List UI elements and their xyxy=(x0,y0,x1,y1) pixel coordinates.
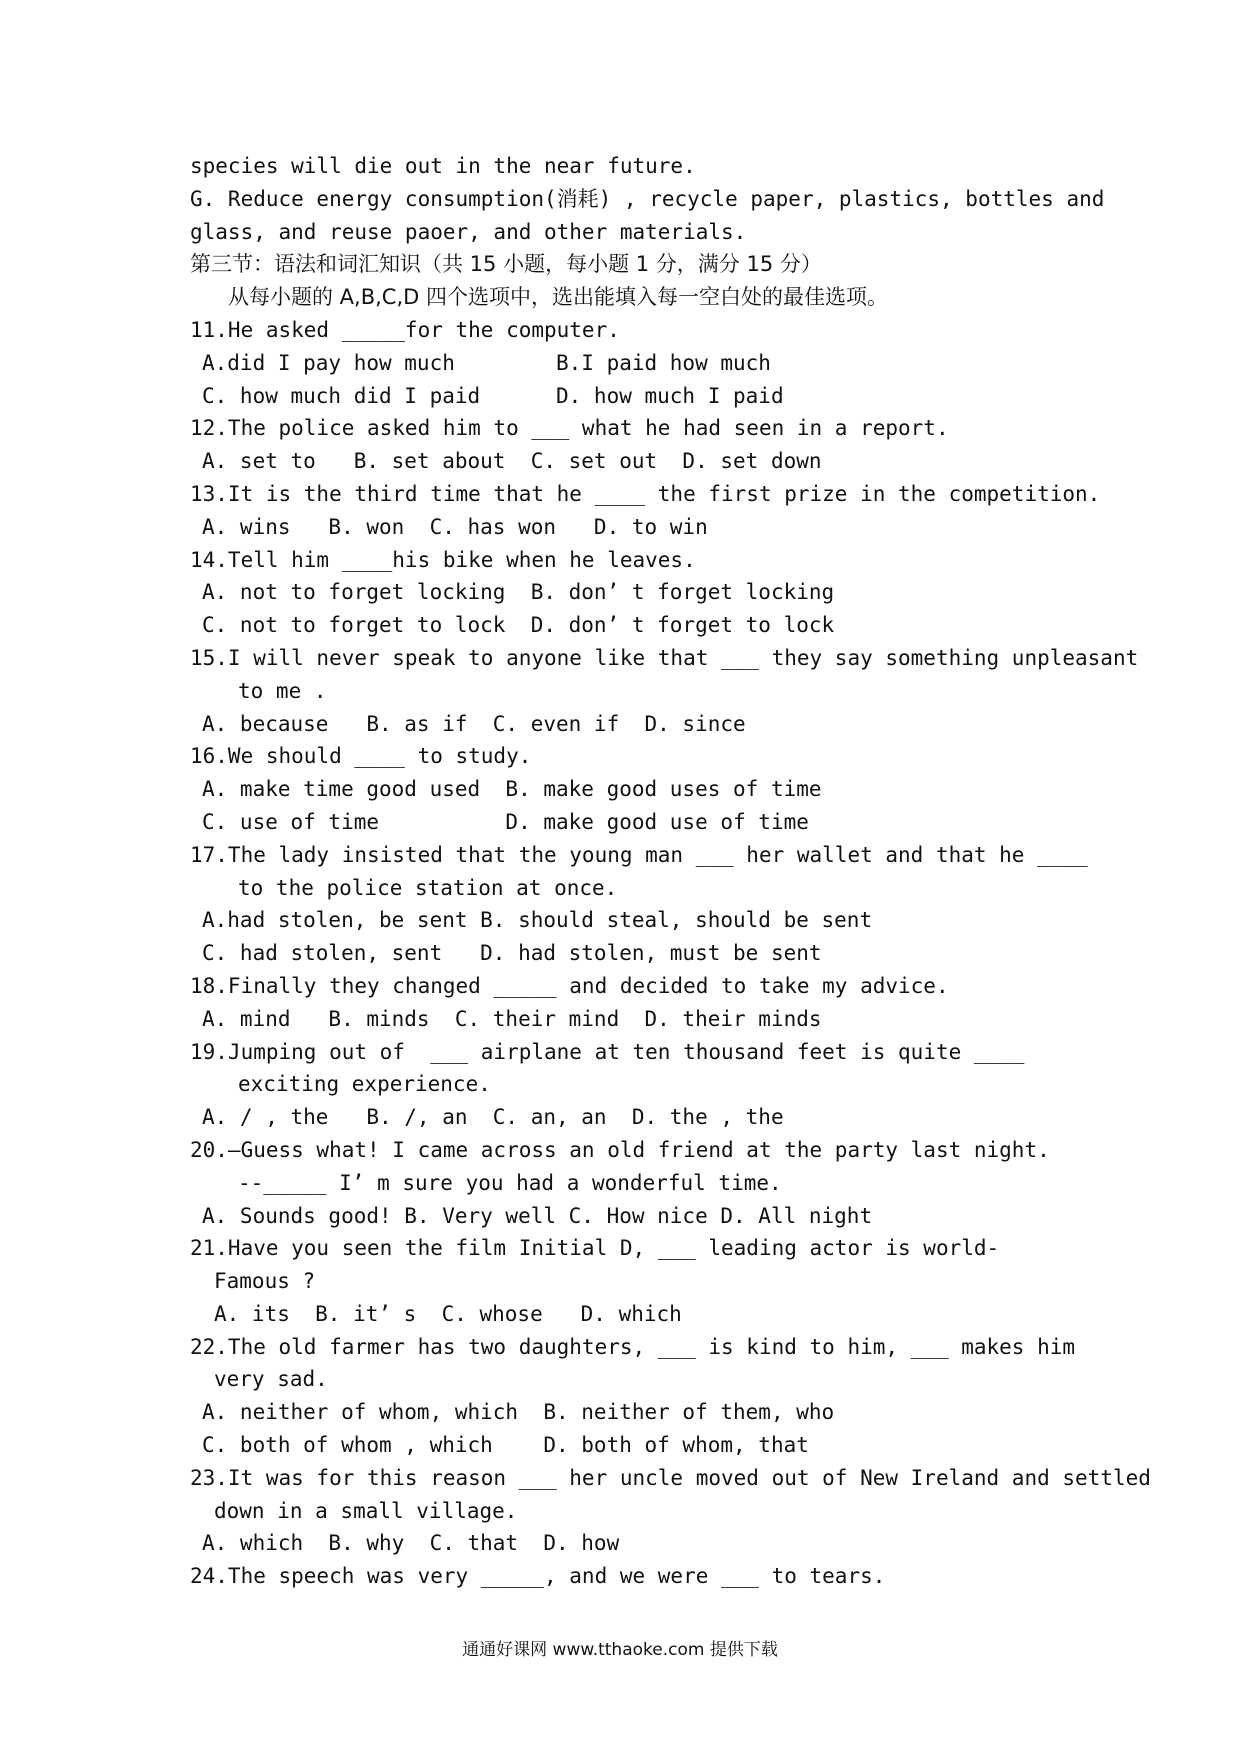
question-continuation: to the police station at once. xyxy=(238,875,618,900)
options-line: A.had stolen, be sent B. should steal, should be sent xyxy=(202,908,873,933)
question-continuation: Famous ? xyxy=(214,1269,316,1294)
question-continuation: down in a small village. xyxy=(214,1498,518,1523)
question-21: 21.Have you seen the film Initial D, ___ leading actor is world- xyxy=(190,1236,1000,1261)
section-heading: 第三节：语法和词汇知识（共 15 小题，每小题 1 分，满分 15 分） xyxy=(190,252,822,277)
options-line: A. its B. it’ s C. whose D. which xyxy=(214,1301,682,1326)
text-line: G. Reduce energy consumption(消耗) , recycle paper, plastics, bottles and xyxy=(190,186,1105,211)
options-line: A.did I pay how much B.I paid how much xyxy=(202,350,771,375)
question-17: 17.The lady insisted that the young man ___ her wallet and that he ____ xyxy=(190,842,1088,867)
question-23: 23.It was for this reason ___ her uncle moved out of New Ireland and settled xyxy=(190,1465,1151,1490)
options-line: A. / , the B. /, an C. an, an D. the , the xyxy=(202,1105,784,1130)
options-line: C. how much did I paid D. how much I paid xyxy=(202,383,784,408)
question-15: 15.I will never speak to anyone like that ___ they say something unpleasant xyxy=(190,645,1139,670)
question-12: 12.The police asked him to ___ what he had seen in a report. xyxy=(190,416,949,441)
question-continuation: very sad. xyxy=(214,1367,328,1392)
options-line: A. mind B. minds C. their mind D. their minds xyxy=(202,1006,822,1031)
options-line: C. both of whom , which D. both of whom, that xyxy=(202,1433,809,1458)
question-18: 18.Finally they changed _____ and decided to take my advice. xyxy=(190,973,949,998)
question-continuation: to me . xyxy=(238,678,327,703)
options-line: A. wins B. won C. has won D. to win xyxy=(202,514,708,539)
text-line: glass, and reuse paoer, and other materials. xyxy=(190,219,747,244)
question-19: 19.Jumping out of ___ airplane at ten thousand feet is quite ____ xyxy=(190,1039,1025,1064)
page-footer: 通通好课网 www.tthaoke.com 提供下载 xyxy=(462,1640,778,1660)
options-line: A. Sounds good! B. Very well C. How nice D. All night xyxy=(202,1203,873,1228)
section-instruction: 从每小题的 A,B,C,D 四个选项中，选出能填入每一空白处的最佳选项。 xyxy=(228,285,888,310)
options-line: A. set to B. set about C. set out D. set down xyxy=(202,449,822,474)
question-continuation: --_____ I’ m sure you had a wonderful time. xyxy=(238,1170,782,1195)
exam-page-body xyxy=(190,150,1151,1593)
options-line: A. which B. why C. that D. how xyxy=(202,1531,620,1556)
options-line: A. neither of whom, which B. neither of them, who xyxy=(202,1400,835,1425)
options-line: C. had stolen, sent D. had stolen, must be sent xyxy=(202,941,822,966)
options-line: A. because B. as if C. even if D. since xyxy=(202,711,746,736)
options-line: C. use of time D. make good use of time xyxy=(202,809,809,834)
question-16: 16.We should ____ to study. xyxy=(190,744,532,769)
question-14: 14.Tell him ____his bike when he leaves. xyxy=(190,547,696,572)
options-line: A. make time good used B. make good uses of time xyxy=(202,777,822,802)
question-13: 13.It is the third time that he ____ the first prize in the competition. xyxy=(190,481,1101,506)
question-20: 20.—Guess what! I came across an old friend at the party last night. xyxy=(190,1137,1050,1162)
options-line: A. not to forget locking B. don’ t forget locking xyxy=(202,580,835,605)
question-22: 22.The old farmer has two daughters, ___ is kind to him, ___ makes him xyxy=(190,1334,1076,1359)
question-11: 11.He asked _____for the computer. xyxy=(190,317,620,342)
question-continuation: exciting experience. xyxy=(238,1072,491,1097)
text-line: species will die out in the near future. xyxy=(190,154,696,178)
question-24: 24.The speech was very _____, and we were ___ to tears. xyxy=(190,1564,886,1589)
options-line: C. not to forget to lock D. don’ t forget to lock xyxy=(202,613,835,638)
